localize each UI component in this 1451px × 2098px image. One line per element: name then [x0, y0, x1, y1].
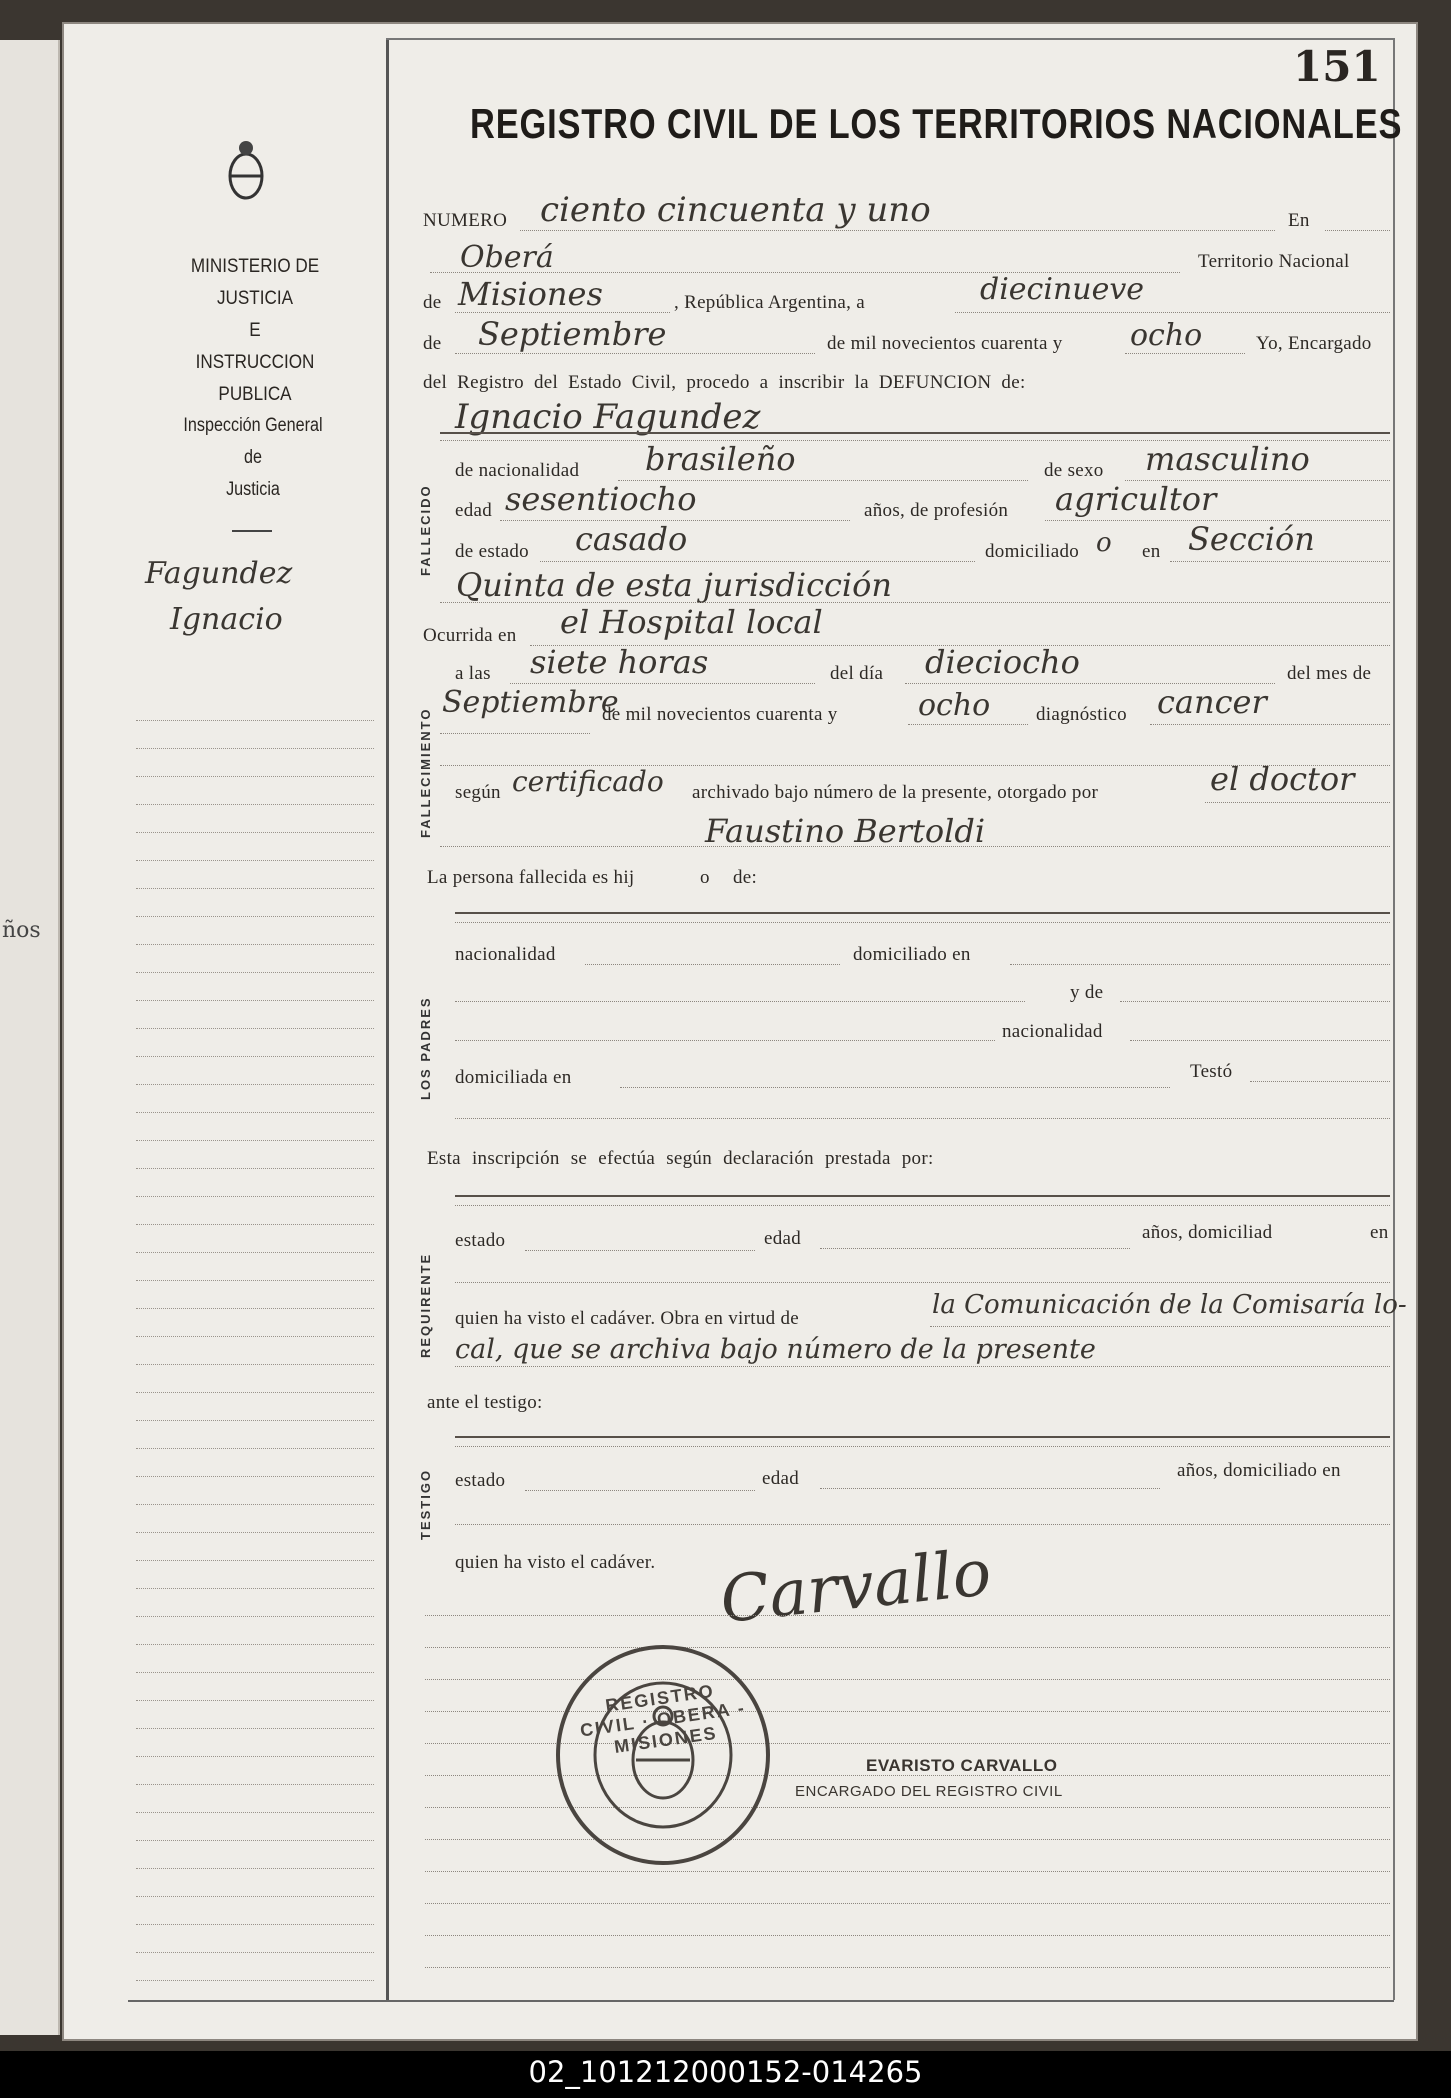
stamp-text: REGISTRO CIVIL · OBERA - MISIONES — [578, 1680, 748, 1757]
hw-provincia: Misiones — [458, 275, 603, 313]
margin-rule — [136, 1168, 374, 1169]
hw-domicile-o: o — [1096, 528, 1112, 558]
margin-rule — [136, 776, 374, 777]
margin-rule — [136, 1420, 374, 1421]
label-req-anos: años, domiciliad — [1142, 1222, 1273, 1243]
label-y-de: y de — [1070, 982, 1104, 1003]
section-label-requirente: REQUIRENTE — [418, 1252, 433, 1358]
margin-rule — [136, 916, 374, 917]
page-title: REGISTRO CIVIL DE LOS TERRITORIOS NACIONALES — [470, 100, 1403, 147]
hw-doctor: el doctor — [1210, 760, 1355, 798]
image-caption: 02_101212000152-014265 — [528, 2055, 923, 2089]
label-territorio: Territorio Nacional — [1198, 251, 1350, 272]
label-req-visto: quien ha visto el cadáver. Obra en virtud de — [455, 1308, 800, 1329]
margin-rule — [136, 860, 374, 861]
label-anos-profesion: años, de profesión — [864, 500, 1009, 521]
margin-rule — [136, 1000, 374, 1001]
hw-certificate: certificado — [512, 765, 664, 798]
margin-rule — [136, 1252, 374, 1253]
hw-obra-line-2: cal, que se archiva bajo número de la presente — [455, 1334, 1096, 1365]
margin-rule — [136, 944, 374, 945]
hw-hij-suffix: o — [700, 867, 710, 888]
margin-rule — [136, 1840, 374, 1841]
label-req-edad: edad — [764, 1228, 802, 1249]
label-nacionalidad: de nacionalidad — [455, 460, 580, 481]
margin-rule — [136, 1280, 374, 1281]
margin-rule — [136, 720, 374, 721]
hw-deceased-name: Ignacio Fagundez — [455, 397, 761, 437]
label-en-domicilio: en — [1142, 541, 1161, 562]
margin-rule — [136, 1532, 374, 1533]
margin-rule — [136, 1448, 374, 1449]
label-mil-novecientos-2: de mil novecientos cuarenta y — [602, 704, 838, 725]
inspection-line-2: de — [244, 447, 262, 468]
label-edad: edad — [455, 500, 493, 521]
hw-doctor-name: Faustino Bertoldi — [705, 812, 986, 850]
margin-rule — [136, 1980, 374, 1981]
margin-rule — [136, 1504, 374, 1505]
margin-rule — [136, 1112, 374, 1113]
hw-death-day: dieciocho — [925, 643, 1080, 681]
margin-rule — [136, 1700, 374, 1701]
margin-name-surname: Fagundez — [145, 556, 293, 591]
label-inscripcion: Esta inscripción se efectúa según declaración prestada por: — [427, 1148, 934, 1169]
label-del-dia: del día — [830, 663, 884, 684]
section-label-padres: LOS PADRES — [418, 996, 433, 1100]
section-label-fallecido: FALLECIDO — [418, 484, 433, 576]
margin-rule — [136, 972, 374, 973]
margin-rule — [136, 1728, 374, 1729]
page-frame-right — [1393, 38, 1395, 2000]
hw-diagnosis: cancer — [1157, 683, 1267, 721]
hw-hour: siete horas — [530, 643, 709, 681]
label-sexo: de sexo — [1044, 460, 1104, 481]
margin-rule — [136, 804, 374, 805]
margin-rule — [136, 1616, 374, 1617]
hw-year: ocho — [1130, 318, 1203, 353]
margin-rule — [136, 832, 374, 833]
ministry-heading — [161, 251, 350, 411]
label-a-las: a las — [455, 663, 491, 684]
label-hij: La persona fallecida es hij — [427, 867, 635, 888]
body-rule — [425, 1615, 1390, 1616]
label-padre-domiciliado: domiciliado en — [853, 944, 971, 965]
hw-nationality: brasileño — [645, 440, 796, 478]
label-test-anos: años, domiciliado en — [1177, 1460, 1341, 1481]
label-diagnostico: diagnóstico — [1036, 704, 1127, 725]
page-frame-bottom — [128, 2000, 1394, 2002]
margin-rule — [136, 1308, 374, 1309]
label-test-visto: quien ha visto el cadáver. — [455, 1552, 656, 1573]
label-numero: NUMERO — [423, 210, 508, 231]
margin-rule — [136, 1952, 374, 1953]
hw-death-month: Septiembre — [442, 685, 619, 720]
margin-rule — [136, 888, 374, 889]
label-de-1: de — [423, 292, 442, 313]
official-name: EVARISTO CARVALLO — [866, 1756, 1058, 1775]
margin-rule — [136, 1812, 374, 1813]
hw-death-year: ocho — [918, 688, 991, 723]
hw-occurred: el Hospital local — [560, 603, 823, 641]
margin-rule — [136, 1028, 374, 1029]
section-label-fallecimiento: FALLECIMIENTO — [418, 707, 433, 838]
body-rule — [425, 1903, 1390, 1904]
adjacent-page-edge — [0, 40, 60, 2035]
label-test-estado: estado — [455, 1470, 506, 1491]
label-req-en: en — [1370, 1222, 1389, 1243]
label-req-estado: estado — [455, 1230, 506, 1251]
label-estado: de estado — [455, 541, 529, 562]
margin-rule — [136, 1672, 374, 1673]
margin-rule — [136, 1084, 374, 1085]
margin-rule — [136, 1224, 374, 1225]
ministry-line-2: E — [249, 320, 261, 341]
label-ocurrida: Ocurrida en — [423, 625, 517, 646]
hw-domicile-cont: Quinta de esta jurisdicción — [456, 566, 893, 604]
hw-day: diecinueve — [980, 272, 1145, 307]
margin-rule — [136, 1588, 374, 1589]
margin-rule — [136, 748, 374, 749]
hw-age: sesentiocho — [505, 480, 697, 518]
hw-civil-state: casado — [575, 520, 688, 558]
label-archivado: archivado bajo número de la presente, otorgado por — [692, 782, 1099, 803]
margin-rule — [136, 1140, 374, 1141]
label-test-edad: edad — [762, 1468, 800, 1489]
margin-rule — [136, 1560, 374, 1561]
label-de-2: de — [423, 333, 442, 354]
body-rule — [425, 1935, 1390, 1936]
label-del-mes: del mes de — [1287, 663, 1372, 684]
label-registro-line: del Registro del Estado Civil, procedo a inscribir la DEFUNCION de: — [423, 372, 1026, 393]
margin-rule — [136, 1336, 374, 1337]
ministry-line-3: INSTRUCCION PUBLICA — [195, 352, 315, 405]
inspection-line-1: Inspección General — [183, 415, 323, 436]
label-testo: Testó — [1190, 1061, 1233, 1082]
body-rule — [425, 1967, 1390, 1968]
label-de-colon: de: — [733, 867, 758, 888]
hw-domicile: Sección — [1188, 520, 1315, 558]
page-frame-top — [386, 38, 1394, 40]
body-rule — [425, 1871, 1390, 1872]
margin-rule — [136, 1364, 374, 1365]
margin-rule — [136, 1196, 374, 1197]
hw-month: Septiembre — [478, 315, 667, 353]
label-padre-nacionalidad: nacionalidad — [455, 944, 556, 965]
label-madre-nacionalidad: nacionalidad — [1002, 1021, 1103, 1042]
margin-name-given: Ignacio — [170, 602, 283, 637]
inspection-heading — [172, 410, 334, 506]
margin-rule — [136, 1644, 374, 1645]
margin-rule — [136, 1924, 374, 1925]
label-republica: , República Argentina, a — [674, 292, 865, 313]
label-ante-testigo: ante el testigo: — [427, 1392, 543, 1413]
hw-place: Oberá — [460, 240, 554, 275]
margin-rule — [136, 1784, 374, 1785]
label-madre-domiciliada: domiciliada en — [455, 1067, 572, 1088]
signature: Carvallo — [716, 1536, 995, 1638]
hw-sex: masculino — [1145, 440, 1310, 478]
ministry-line-1: MINISTERIO DE JUSTICIA — [190, 256, 320, 309]
margin-divider — [232, 530, 272, 532]
inspection-line-3: Justicia — [226, 479, 280, 500]
section-label-testigo: TESTIGO — [418, 1468, 433, 1540]
coat-of-arms-icon — [226, 136, 266, 202]
hw-profession: agricultor — [1055, 480, 1217, 518]
label-en: En — [1288, 210, 1310, 231]
label-domiciliado: domiciliado — [985, 541, 1080, 562]
hw-obra-line-1: la Comunicación de la Comisaría lo- — [932, 1290, 1407, 1320]
margin-rule — [136, 1392, 374, 1393]
label-yo-encargado: Yo, Encargado — [1256, 333, 1372, 354]
margin-rule — [136, 1868, 374, 1869]
hw-numero: ciento cincuenta y uno — [540, 190, 931, 230]
label-mil-novecientos: de mil novecientos cuarenta y — [827, 333, 1063, 354]
margin-rule — [136, 1476, 374, 1477]
margin-rule — [136, 1056, 374, 1057]
official-title: ENCARGADO DEL REGISTRO CIVIL — [795, 1783, 1063, 1800]
margin-rule — [136, 1896, 374, 1897]
adjacent-page-text: ños — [2, 918, 41, 943]
label-segun: según — [455, 782, 501, 803]
page-number: 151 — [1293, 42, 1381, 91]
margin-rule — [136, 1756, 374, 1757]
